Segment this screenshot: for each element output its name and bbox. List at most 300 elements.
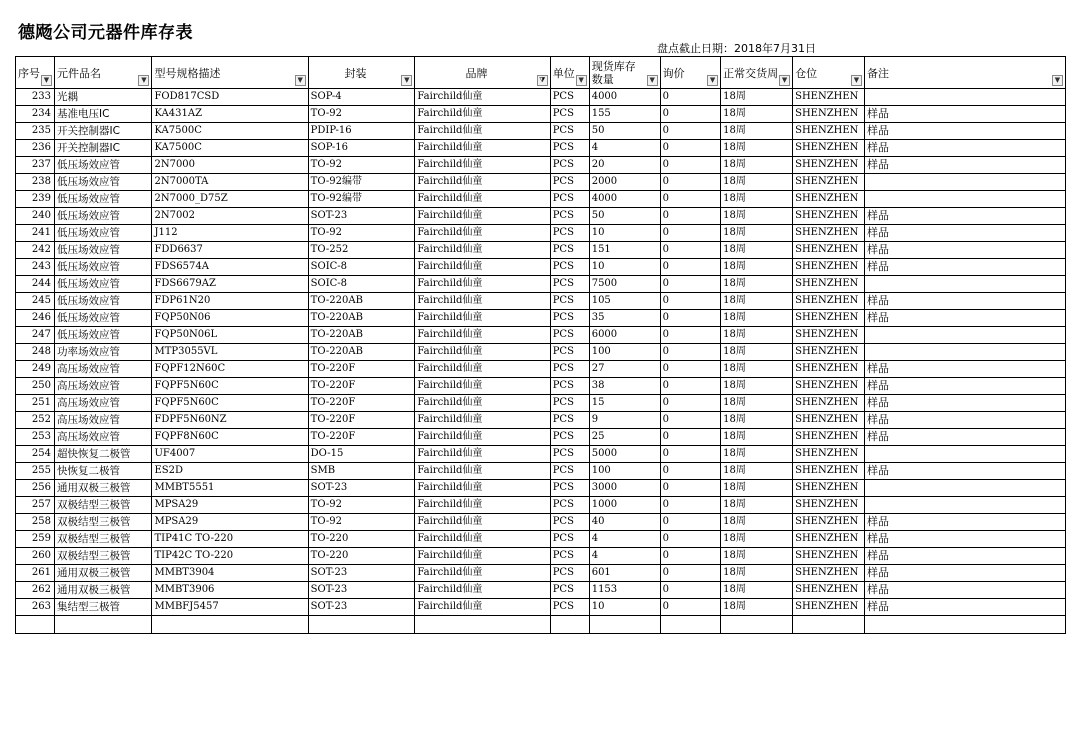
cell-name[interactable]: 低压场效应管 — [55, 157, 152, 174]
cell-price[interactable]: 0 — [660, 310, 720, 327]
cell-unit[interactable]: PCS — [550, 446, 589, 463]
cell-model[interactable]: FOD817CSD — [152, 89, 308, 106]
cell-package[interactable]: TO-92 — [308, 106, 415, 123]
cell-unit[interactable]: PCS — [550, 89, 589, 106]
cell-model[interactable]: MMBT3904 — [152, 565, 308, 582]
cell-note[interactable]: 样品 — [864, 463, 1065, 480]
cell-note[interactable]: 样品 — [864, 157, 1065, 174]
cell-package[interactable]: TO-220AB — [308, 310, 415, 327]
cell-stock[interactable]: 20 — [589, 157, 660, 174]
cell-note[interactable]: 样品 — [864, 395, 1065, 412]
cell-name[interactable]: 通用双极三极管 — [55, 480, 152, 497]
cell-model[interactable]: FDPF5N60NZ — [152, 412, 308, 429]
cell-package[interactable]: DO-15 — [308, 446, 415, 463]
cell-unit[interactable]: PCS — [550, 140, 589, 157]
cell-name[interactable]: 双极结型三极管 — [55, 514, 152, 531]
empty-cell[interactable] — [415, 616, 550, 634]
cell-name[interactable]: 低压场效应管 — [55, 225, 152, 242]
cell-lead[interactable]: 18周 — [721, 140, 793, 157]
cell-brand[interactable]: Fairchild仙童 — [415, 531, 550, 548]
cell-warehouse[interactable]: SHENZHEN — [793, 89, 865, 106]
cell-unit[interactable]: PCS — [550, 412, 589, 429]
cell-note[interactable]: 样品 — [864, 140, 1065, 157]
cell-unit[interactable]: PCS — [550, 225, 589, 242]
cell-note[interactable] — [864, 89, 1065, 106]
cell-brand[interactable]: Fairchild仙童 — [415, 140, 550, 157]
cell-name[interactable]: 功率场效应管 — [55, 344, 152, 361]
dropdown-arrow-icon[interactable]: ▼ — [779, 75, 790, 86]
cell-stock[interactable]: 50 — [589, 208, 660, 225]
cell-warehouse[interactable]: SHENZHEN — [793, 106, 865, 123]
dropdown-arrow-icon[interactable]: ▼ — [138, 75, 149, 86]
cell-lead[interactable]: 18周 — [721, 276, 793, 293]
cell-model[interactable]: MPSA29 — [152, 497, 308, 514]
cell-seq[interactable]: 238 — [16, 174, 55, 191]
cell-name[interactable]: 低压场效应管 — [55, 310, 152, 327]
cell-stock[interactable]: 35 — [589, 310, 660, 327]
cell-unit[interactable]: PCS — [550, 361, 589, 378]
cell-name[interactable]: 低压场效应管 — [55, 276, 152, 293]
cell-price[interactable]: 0 — [660, 480, 720, 497]
cell-lead[interactable]: 18周 — [721, 123, 793, 140]
cell-model[interactable]: FQPF5N60C — [152, 395, 308, 412]
cell-package[interactable]: TO-252 — [308, 242, 415, 259]
cell-model[interactable]: FDD6637 — [152, 242, 308, 259]
cell-lead[interactable]: 18周 — [721, 208, 793, 225]
cell-note[interactable]: 样品 — [864, 242, 1065, 259]
cell-note[interactable]: 样品 — [864, 548, 1065, 565]
cell-name[interactable]: 高压场效应管 — [55, 361, 152, 378]
cell-seq[interactable]: 233 — [16, 89, 55, 106]
empty-cell[interactable] — [16, 616, 55, 634]
cell-lead[interactable]: 18周 — [721, 327, 793, 344]
cell-warehouse[interactable]: SHENZHEN — [793, 276, 865, 293]
cell-warehouse[interactable]: SHENZHEN — [793, 446, 865, 463]
cell-stock[interactable]: 27 — [589, 361, 660, 378]
cell-lead[interactable]: 18周 — [721, 446, 793, 463]
cell-package[interactable]: TO-92 — [308, 514, 415, 531]
cell-package[interactable]: TO-220AB — [308, 293, 415, 310]
cell-brand[interactable]: Fairchild仙童 — [415, 310, 550, 327]
cell-package[interactable]: TO-220F — [308, 429, 415, 446]
cell-warehouse[interactable]: SHENZHEN — [793, 412, 865, 429]
cell-name[interactable]: 开关控制器IC — [55, 123, 152, 140]
cell-model[interactable]: FQPF8N60C — [152, 429, 308, 446]
cell-package[interactable]: TO-92编带 — [308, 174, 415, 191]
cell-warehouse[interactable]: SHENZHEN — [793, 463, 865, 480]
cell-model[interactable]: ES2D — [152, 463, 308, 480]
cell-stock[interactable]: 9 — [589, 412, 660, 429]
cell-package[interactable]: SOT-23 — [308, 599, 415, 616]
cell-package[interactable]: SOIC-8 — [308, 259, 415, 276]
cell-warehouse[interactable]: SHENZHEN — [793, 174, 865, 191]
cell-lead[interactable]: 18周 — [721, 412, 793, 429]
cell-warehouse[interactable]: SHENZHEN — [793, 514, 865, 531]
cell-name[interactable]: 低压场效应管 — [55, 259, 152, 276]
cell-lead[interactable]: 18周 — [721, 531, 793, 548]
cell-price[interactable]: 0 — [660, 89, 720, 106]
cell-seq[interactable]: 253 — [16, 429, 55, 446]
cell-model[interactable]: UF4007 — [152, 446, 308, 463]
cell-note[interactable]: 样品 — [864, 106, 1065, 123]
cell-model[interactable]: KA7500C — [152, 140, 308, 157]
cell-unit[interactable]: PCS — [550, 174, 589, 191]
cell-name[interactable]: 低压场效应管 — [55, 327, 152, 344]
cell-brand[interactable]: Fairchild仙童 — [415, 412, 550, 429]
dropdown-arrow-icon[interactable]: ▼ — [41, 75, 52, 86]
cell-unit[interactable]: PCS — [550, 429, 589, 446]
dropdown-arrow-icon[interactable]: ▼ — [647, 75, 658, 86]
cell-warehouse[interactable]: SHENZHEN — [793, 259, 865, 276]
cell-model[interactable]: KA7500C — [152, 123, 308, 140]
dropdown-arrow-icon[interactable]: ▼ — [401, 75, 412, 86]
cell-model[interactable]: 2N7000TA — [152, 174, 308, 191]
cell-model[interactable]: 2N7000 — [152, 157, 308, 174]
cell-package[interactable]: SOT-23 — [308, 208, 415, 225]
cell-seq[interactable]: 244 — [16, 276, 55, 293]
cell-seq[interactable]: 262 — [16, 582, 55, 599]
cell-price[interactable]: 0 — [660, 599, 720, 616]
cell-stock[interactable]: 6000 — [589, 327, 660, 344]
cell-warehouse[interactable]: SHENZHEN — [793, 497, 865, 514]
cell-stock[interactable]: 4000 — [589, 89, 660, 106]
cell-model[interactable]: FDS6679AZ — [152, 276, 308, 293]
cell-name[interactable]: 双极结型三极管 — [55, 497, 152, 514]
cell-model[interactable]: MTP3055VL — [152, 344, 308, 361]
cell-lead[interactable]: 18周 — [721, 361, 793, 378]
cell-lead[interactable]: 18周 — [721, 225, 793, 242]
cell-warehouse[interactable]: SHENZHEN — [793, 361, 865, 378]
cell-lead[interactable]: 18周 — [721, 497, 793, 514]
cell-stock[interactable]: 25 — [589, 429, 660, 446]
cell-lead[interactable]: 18周 — [721, 259, 793, 276]
cell-name[interactable]: 低压场效应管 — [55, 242, 152, 259]
cell-price[interactable]: 0 — [660, 140, 720, 157]
cell-stock[interactable]: 151 — [589, 242, 660, 259]
cell-name[interactable]: 低压场效应管 — [55, 293, 152, 310]
cell-note[interactable] — [864, 497, 1065, 514]
cell-brand[interactable]: Fairchild仙童 — [415, 174, 550, 191]
cell-name[interactable]: 光耦 — [55, 89, 152, 106]
cell-model[interactable]: MMBT3906 — [152, 582, 308, 599]
cell-unit[interactable]: PCS — [550, 123, 589, 140]
cell-lead[interactable]: 18周 — [721, 378, 793, 395]
cell-note[interactable]: 样品 — [864, 599, 1065, 616]
cell-lead[interactable]: 18周 — [721, 344, 793, 361]
cell-price[interactable]: 0 — [660, 395, 720, 412]
cell-price[interactable]: 0 — [660, 293, 720, 310]
cell-seq[interactable]: 234 — [16, 106, 55, 123]
cell-seq[interactable]: 263 — [16, 599, 55, 616]
cell-unit[interactable]: PCS — [550, 565, 589, 582]
cell-warehouse[interactable]: SHENZHEN — [793, 140, 865, 157]
cell-unit[interactable]: PCS — [550, 480, 589, 497]
cell-price[interactable]: 0 — [660, 361, 720, 378]
cell-unit[interactable]: PCS — [550, 106, 589, 123]
filter-funnel-icon[interactable]: ⧩ — [537, 75, 548, 86]
dropdown-arrow-icon[interactable]: ▼ — [707, 75, 718, 86]
cell-note[interactable] — [864, 480, 1065, 497]
cell-seq[interactable]: 240 — [16, 208, 55, 225]
cell-model[interactable]: 2N7002 — [152, 208, 308, 225]
cell-stock[interactable]: 38 — [589, 378, 660, 395]
cell-seq[interactable]: 248 — [16, 344, 55, 361]
empty-cell[interactable] — [589, 616, 660, 634]
cell-package[interactable]: SMB — [308, 463, 415, 480]
cell-seq[interactable]: 255 — [16, 463, 55, 480]
cell-package[interactable]: SOT-23 — [308, 565, 415, 582]
cell-note[interactable]: 样品 — [864, 208, 1065, 225]
cell-seq[interactable]: 251 — [16, 395, 55, 412]
cell-seq[interactable]: 246 — [16, 310, 55, 327]
cell-price[interactable]: 0 — [660, 429, 720, 446]
cell-price[interactable]: 0 — [660, 259, 720, 276]
cell-name[interactable]: 低压场效应管 — [55, 208, 152, 225]
cell-lead[interactable]: 18周 — [721, 582, 793, 599]
cell-model[interactable]: FQPF5N60C — [152, 378, 308, 395]
cell-package[interactable]: TO-92编带 — [308, 191, 415, 208]
cell-lead[interactable]: 18周 — [721, 548, 793, 565]
cell-note[interactable]: 样品 — [864, 293, 1065, 310]
cell-lead[interactable]: 18周 — [721, 157, 793, 174]
cell-warehouse[interactable]: SHENZHEN — [793, 191, 865, 208]
cell-unit[interactable]: PCS — [550, 378, 589, 395]
cell-warehouse[interactable]: SHENZHEN — [793, 157, 865, 174]
cell-price[interactable]: 0 — [660, 548, 720, 565]
cell-brand[interactable]: Fairchild仙童 — [415, 497, 550, 514]
cell-lead[interactable]: 18周 — [721, 174, 793, 191]
cell-seq[interactable]: 250 — [16, 378, 55, 395]
cell-seq[interactable]: 237 — [16, 157, 55, 174]
cell-stock[interactable]: 7500 — [589, 276, 660, 293]
cell-brand[interactable]: Fairchild仙童 — [415, 225, 550, 242]
cell-model[interactable]: 2N7000_D75Z — [152, 191, 308, 208]
cell-price[interactable]: 0 — [660, 497, 720, 514]
cell-brand[interactable]: Fairchild仙童 — [415, 565, 550, 582]
empty-cell[interactable] — [55, 616, 152, 634]
cell-price[interactable]: 0 — [660, 123, 720, 140]
cell-unit[interactable]: PCS — [550, 582, 589, 599]
cell-note[interactable]: 样品 — [864, 514, 1065, 531]
cell-warehouse[interactable]: SHENZHEN — [793, 327, 865, 344]
cell-package[interactable]: TO-220 — [308, 531, 415, 548]
empty-cell[interactable] — [793, 616, 865, 634]
cell-name[interactable]: 超快恢复二极管 — [55, 446, 152, 463]
cell-model[interactable]: MPSA29 — [152, 514, 308, 531]
cell-warehouse[interactable]: SHENZHEN — [793, 208, 865, 225]
dropdown-arrow-icon[interactable]: ▼ — [295, 75, 306, 86]
cell-model[interactable]: TIP42C TO-220 — [152, 548, 308, 565]
cell-name[interactable]: 双极结型三极管 — [55, 531, 152, 548]
cell-stock[interactable]: 4 — [589, 548, 660, 565]
cell-price[interactable]: 0 — [660, 463, 720, 480]
cell-package[interactable]: SOIC-8 — [308, 276, 415, 293]
cell-brand[interactable]: Fairchild仙童 — [415, 208, 550, 225]
cell-lead[interactable]: 18周 — [721, 89, 793, 106]
empty-cell[interactable] — [864, 616, 1065, 634]
cell-note[interactable]: 样品 — [864, 531, 1065, 548]
cell-price[interactable]: 0 — [660, 242, 720, 259]
cell-package[interactable]: TO-92 — [308, 497, 415, 514]
cell-model[interactable]: TIP41C TO-220 — [152, 531, 308, 548]
cell-note[interactable]: 样品 — [864, 582, 1065, 599]
cell-brand[interactable]: Fairchild仙童 — [415, 548, 550, 565]
cell-stock[interactable]: 5000 — [589, 446, 660, 463]
cell-package[interactable]: TO-220AB — [308, 327, 415, 344]
cell-seq[interactable]: 236 — [16, 140, 55, 157]
cell-seq[interactable]: 245 — [16, 293, 55, 310]
cell-name[interactable]: 高压场效应管 — [55, 395, 152, 412]
cell-warehouse[interactable]: SHENZHEN — [793, 310, 865, 327]
cell-brand[interactable]: Fairchild仙童 — [415, 599, 550, 616]
cell-note[interactable]: 样品 — [864, 310, 1065, 327]
cell-warehouse[interactable]: SHENZHEN — [793, 429, 865, 446]
cell-warehouse[interactable]: SHENZHEN — [793, 344, 865, 361]
cell-seq[interactable]: 260 — [16, 548, 55, 565]
cell-note[interactable]: 样品 — [864, 259, 1065, 276]
cell-lead[interactable]: 18周 — [721, 514, 793, 531]
cell-warehouse[interactable]: SHENZHEN — [793, 225, 865, 242]
cell-brand[interactable]: Fairchild仙童 — [415, 89, 550, 106]
cell-price[interactable]: 0 — [660, 327, 720, 344]
cell-brand[interactable]: Fairchild仙童 — [415, 293, 550, 310]
cell-price[interactable]: 0 — [660, 225, 720, 242]
cell-seq[interactable]: 259 — [16, 531, 55, 548]
empty-cell[interactable] — [152, 616, 308, 634]
cell-stock[interactable]: 1153 — [589, 582, 660, 599]
cell-price[interactable]: 0 — [660, 378, 720, 395]
cell-warehouse[interactable]: SHENZHEN — [793, 480, 865, 497]
cell-warehouse[interactable]: SHENZHEN — [793, 293, 865, 310]
cell-stock[interactable]: 601 — [589, 565, 660, 582]
cell-note[interactable]: 样品 — [864, 565, 1065, 582]
cell-warehouse[interactable]: SHENZHEN — [793, 378, 865, 395]
cell-brand[interactable]: Fairchild仙童 — [415, 259, 550, 276]
cell-brand[interactable]: Fairchild仙童 — [415, 429, 550, 446]
cell-brand[interactable]: Fairchild仙童 — [415, 514, 550, 531]
cell-model[interactable]: FQPF12N60C — [152, 361, 308, 378]
cell-price[interactable]: 0 — [660, 531, 720, 548]
cell-unit[interactable]: PCS — [550, 276, 589, 293]
cell-lead[interactable]: 18周 — [721, 480, 793, 497]
cell-lead[interactable]: 18周 — [721, 191, 793, 208]
cell-unit[interactable]: PCS — [550, 327, 589, 344]
cell-lead[interactable]: 18周 — [721, 429, 793, 446]
cell-unit[interactable]: PCS — [550, 310, 589, 327]
cell-warehouse[interactable]: SHENZHEN — [793, 548, 865, 565]
cell-price[interactable]: 0 — [660, 446, 720, 463]
cell-package[interactable]: TO-220F — [308, 395, 415, 412]
cell-brand[interactable]: Fairchild仙童 — [415, 327, 550, 344]
empty-cell[interactable] — [550, 616, 589, 634]
dropdown-arrow-icon[interactable]: ▼ — [1052, 75, 1063, 86]
dropdown-arrow-icon[interactable]: ▼ — [576, 75, 587, 86]
cell-seq[interactable]: 241 — [16, 225, 55, 242]
cell-unit[interactable]: PCS — [550, 395, 589, 412]
cell-name[interactable]: 快恢复二极管 — [55, 463, 152, 480]
cell-warehouse[interactable]: SHENZHEN — [793, 531, 865, 548]
cell-brand[interactable]: Fairchild仙童 — [415, 446, 550, 463]
cell-seq[interactable]: 261 — [16, 565, 55, 582]
empty-cell[interactable] — [308, 616, 415, 634]
cell-warehouse[interactable]: SHENZHEN — [793, 565, 865, 582]
cell-name[interactable]: 通用双极三极管 — [55, 565, 152, 582]
cell-lead[interactable]: 18周 — [721, 293, 793, 310]
cell-note[interactable] — [864, 174, 1065, 191]
cell-name[interactable]: 低压场效应管 — [55, 174, 152, 191]
cell-seq[interactable]: 257 — [16, 497, 55, 514]
cell-package[interactable]: TO-220 — [308, 548, 415, 565]
empty-cell[interactable] — [660, 616, 720, 634]
cell-stock[interactable]: 10 — [589, 599, 660, 616]
cell-model[interactable]: FDS6574A — [152, 259, 308, 276]
cell-brand[interactable]: Fairchild仙童 — [415, 361, 550, 378]
cell-warehouse[interactable]: SHENZHEN — [793, 395, 865, 412]
cell-brand[interactable]: Fairchild仙童 — [415, 242, 550, 259]
cell-unit[interactable]: PCS — [550, 548, 589, 565]
cell-stock[interactable]: 155 — [589, 106, 660, 123]
cell-price[interactable]: 0 — [660, 157, 720, 174]
cell-brand[interactable]: Fairchild仙童 — [415, 106, 550, 123]
cell-warehouse[interactable]: SHENZHEN — [793, 123, 865, 140]
cell-name[interactable]: 高压场效应管 — [55, 378, 152, 395]
cell-model[interactable]: KA431AZ — [152, 106, 308, 123]
cell-note[interactable] — [864, 344, 1065, 361]
cell-price[interactable]: 0 — [660, 514, 720, 531]
cell-stock[interactable]: 4000 — [589, 191, 660, 208]
cell-name[interactable]: 高压场效应管 — [55, 429, 152, 446]
cell-seq[interactable]: 252 — [16, 412, 55, 429]
cell-lead[interactable]: 18周 — [721, 463, 793, 480]
cell-stock[interactable]: 1000 — [589, 497, 660, 514]
cell-price[interactable]: 0 — [660, 565, 720, 582]
cell-brand[interactable]: Fairchild仙童 — [415, 395, 550, 412]
cell-seq[interactable]: 242 — [16, 242, 55, 259]
cell-brand[interactable]: Fairchild仙童 — [415, 463, 550, 480]
cell-name[interactable]: 低压场效应管 — [55, 191, 152, 208]
cell-model[interactable]: MMBT5551 — [152, 480, 308, 497]
cell-package[interactable]: TO-92 — [308, 157, 415, 174]
cell-price[interactable]: 0 — [660, 106, 720, 123]
cell-unit[interactable]: PCS — [550, 208, 589, 225]
cell-name[interactable]: 通用双极三极管 — [55, 582, 152, 599]
cell-stock[interactable]: 4 — [589, 140, 660, 157]
cell-unit[interactable]: PCS — [550, 242, 589, 259]
cell-unit[interactable]: PCS — [550, 599, 589, 616]
cell-model[interactable]: MMBFJ5457 — [152, 599, 308, 616]
cell-stock[interactable]: 100 — [589, 463, 660, 480]
cell-unit[interactable]: PCS — [550, 344, 589, 361]
cell-brand[interactable]: Fairchild仙童 — [415, 480, 550, 497]
cell-lead[interactable]: 18周 — [721, 310, 793, 327]
cell-stock[interactable]: 100 — [589, 344, 660, 361]
cell-brand[interactable]: Fairchild仙童 — [415, 157, 550, 174]
cell-package[interactable]: TO-92 — [308, 225, 415, 242]
cell-price[interactable]: 0 — [660, 208, 720, 225]
cell-stock[interactable]: 105 — [589, 293, 660, 310]
cell-warehouse[interactable]: SHENZHEN — [793, 582, 865, 599]
cell-seq[interactable]: 254 — [16, 446, 55, 463]
cell-stock[interactable]: 15 — [589, 395, 660, 412]
cell-package[interactable]: TO-220F — [308, 412, 415, 429]
cell-package[interactable]: SOT-23 — [308, 582, 415, 599]
cell-unit[interactable]: PCS — [550, 463, 589, 480]
dropdown-arrow-icon[interactable]: ▼ — [851, 75, 862, 86]
cell-package[interactable]: TO-220AB — [308, 344, 415, 361]
cell-model[interactable]: FQP50N06 — [152, 310, 308, 327]
cell-package[interactable]: PDIP-16 — [308, 123, 415, 140]
cell-lead[interactable]: 18周 — [721, 242, 793, 259]
